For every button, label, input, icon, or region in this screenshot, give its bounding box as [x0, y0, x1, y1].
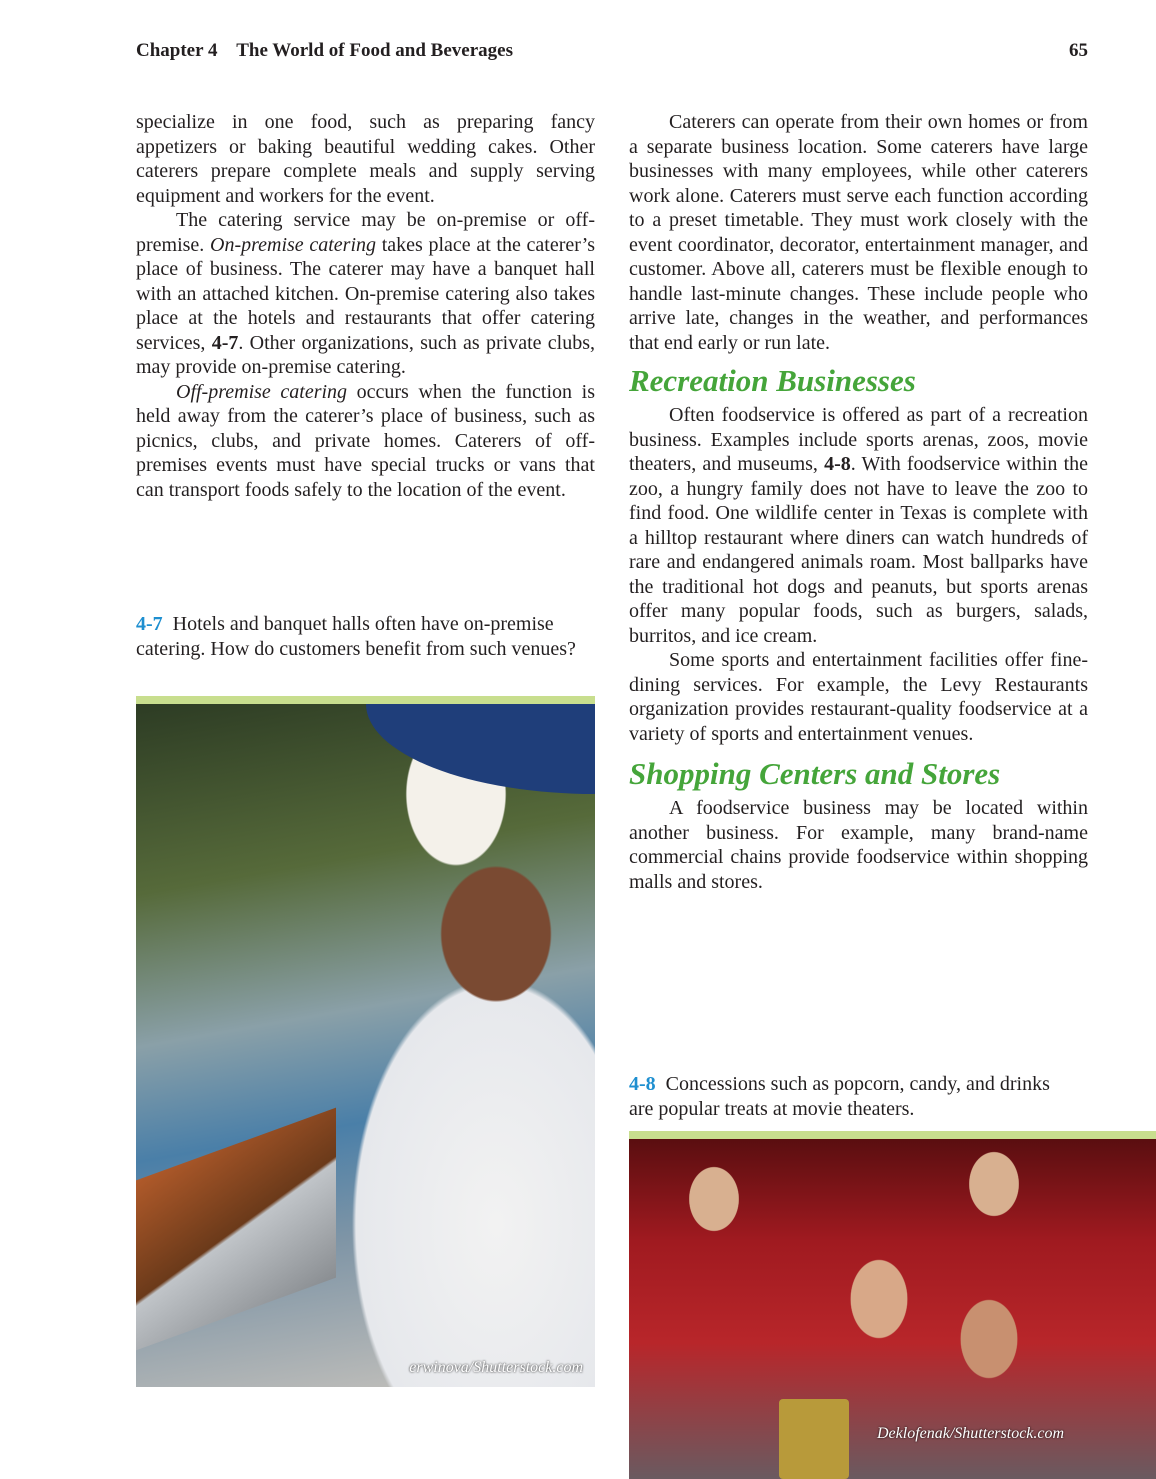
term: Off-premise catering: [176, 380, 348, 403]
text: The catering service may be on-premise or off-premise.: [136, 209, 595, 256]
photo-top-bar: [136, 696, 595, 704]
popcorn-bucket: [779, 1399, 849, 1479]
paragraph: A foodservice business may be located within another business. For example, many brand-name commercial chains provide foodservice within shopping malls and stores.: [629, 797, 1088, 893]
figure-ref: 4-7: [211, 331, 239, 354]
paragraph: Caterers can operate from their own homes or from a separate business location. Some caterers have large businesses with many employees, while other caterers work alone. Caterers must serve each function according to a preset timetable. They must work closely with the event coordinator, decorator, entertainment manager, and customer. Above all, caterers must be flexible enough to handle last-minute changes. These include people who arrive late, changes in the weather, and performances that end early or run late.: [629, 111, 1088, 354]
photo-top-bar: [629, 1131, 1156, 1139]
photo-credit: erwinova/Shutterstock.com: [409, 1359, 583, 1376]
paragraph: Some sports and entertainment facilities offer fine-dining services. For example, the Levy Restaurants organization provides restaurant-quality foodservice at a variety of sports and entertainment venues.: [629, 649, 1088, 745]
figure-caption-4-8: [629, 1072, 1069, 1121]
chapter-label: Chapter 4: [136, 40, 218, 61]
movie-theater-photo: [629, 1139, 1156, 1479]
right-column: [629, 110, 1088, 894]
paragraph: [629, 403, 1088, 648]
chef-photo: [136, 704, 595, 1387]
paragraph: [136, 380, 595, 503]
text: . With foodservice within the zoo, a hungry family does not have to leave the zoo to find food. One wildlife center in Texas is complete with a hilltop restaurant where diners can watch hundreds of rare and endangered animals roam. Most ballparks have the traditional hot dogs and peanuts, but sports arenas offer many popular foods, such as burgers, salads, burritos, and ice cream.: [629, 453, 1089, 647]
umbrella: [366, 704, 595, 794]
caption-text: Concessions such as popcorn, candy, and drinks are popular treats at movie theaters.: [629, 1073, 1050, 1120]
chapter-title: The World of Food and Beverages: [236, 40, 513, 61]
figure-number: 4-7: [136, 613, 163, 635]
caption-text: Hotels and banquet halls often have on-premise catering. How do customers benefit from such venues?: [136, 613, 576, 660]
chafing-dish: [136, 1108, 336, 1351]
text: . Other organizations, such as private clubs, may provide on-premise catering.: [136, 331, 596, 378]
figure-ref: 4-8: [824, 453, 851, 475]
figure-number: 4-8: [629, 1073, 656, 1095]
running-header: [136, 40, 513, 62]
photo-credit: Deklofenak/Shutterstock.com: [877, 1425, 1065, 1442]
page-number: 65: [1069, 40, 1088, 61]
paragraph: specialize in one food, such as preparing fancy appetizers or baking beautiful wedding cakes. Other caterers prepare complete meals and supply serving equipment and workers for the event.: [136, 111, 595, 207]
paragraph: [136, 208, 595, 380]
text: takes place at the caterer’s place of business. The caterer may have a banquet hall with an attached kitchen. On-premise catering also takes place at the hotels and restaurants that offer catering services,: [136, 233, 596, 354]
section-heading: Recreation Businesses: [629, 363, 916, 398]
section-heading: Shopping Centers and Stores: [629, 756, 1001, 791]
figure-caption-4-7: [136, 612, 598, 661]
left-column: [136, 110, 595, 502]
text: Often foodservice is offered as part of a recreation business. Examples include sports arenas, zoos, movie theaters, and museums,: [629, 404, 1088, 475]
term: On-premise catering: [210, 233, 377, 256]
text: occurs when the function is held away from the caterer’s place of business, such as picnics, clubs, and private homes. Caterers of off-premises events must have special trucks or vans that can transport foods safely to the location of the event.: [136, 380, 595, 501]
